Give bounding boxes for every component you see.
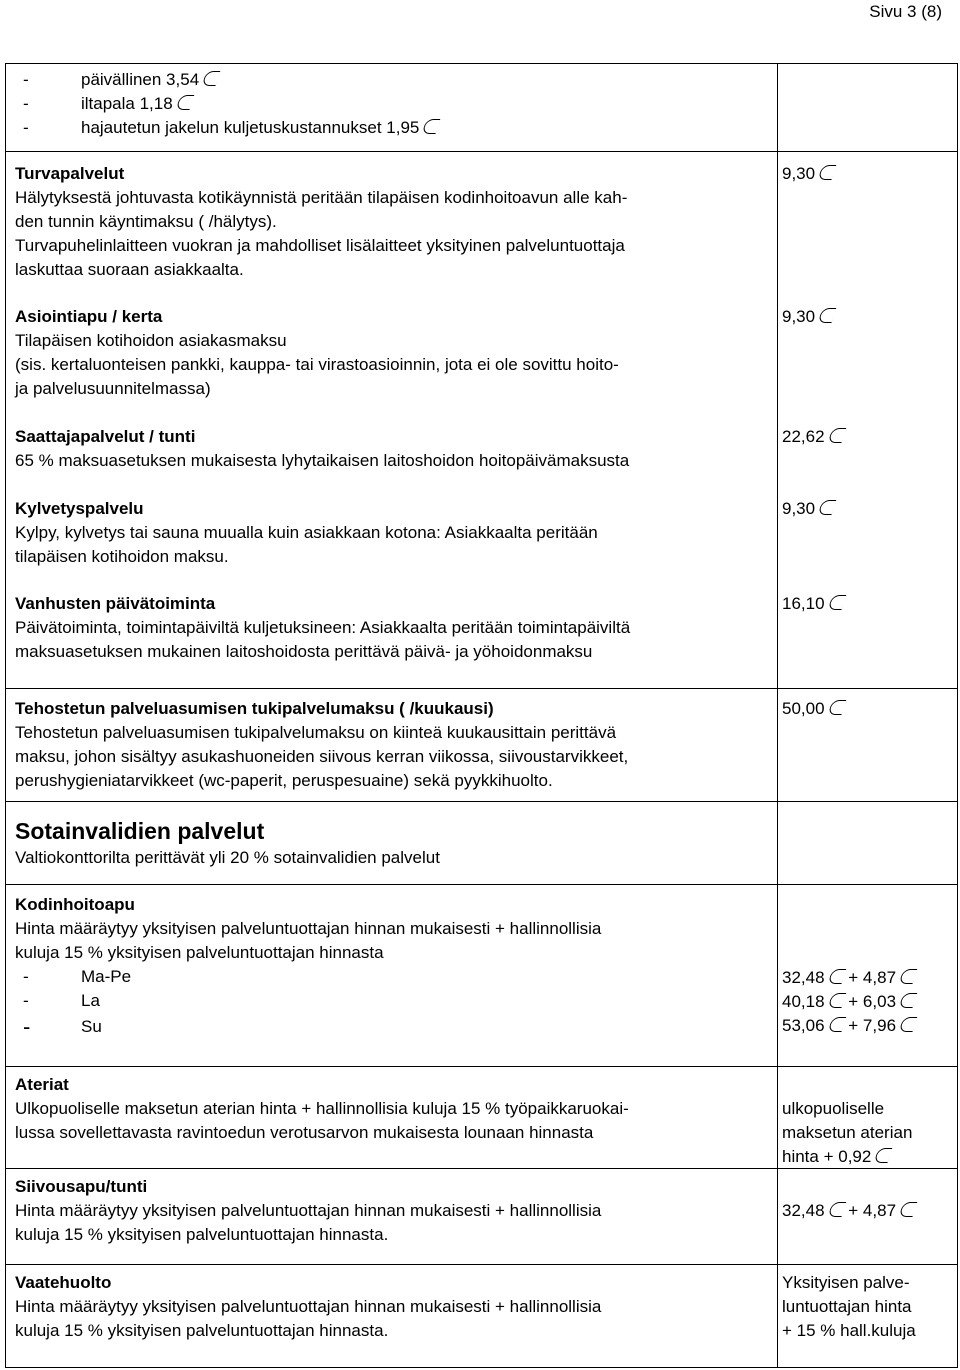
price-turvapalvelut: 9,30: [782, 162, 954, 186]
price-saattajapalvelut: 22,62: [782, 425, 954, 449]
section-title: Vanhusten päivätoiminta: [15, 594, 216, 613]
row-divider: [6, 151, 957, 152]
text-line: maksu, johon sisältyy asukashuoneiden siivous kerran viikossa, siivoustarvikkeet,: [15, 747, 629, 766]
euro-icon: [899, 1017, 918, 1032]
text-line: tilapäisen kotihoidon maksu.: [15, 547, 229, 566]
text-line: kuluja 15 % yksityisen palveluntuottajan hinnasta: [15, 943, 384, 962]
euro-icon: [175, 95, 194, 110]
price-kylvetyspalvelu: 9,30: [782, 497, 954, 521]
section-title: Tehostetun palveluasumisen tukipalvelumaksu ( /kuukausi): [15, 699, 494, 718]
section-turvapalvelut: [15, 162, 771, 282]
text-line: Ulkopuoliselle maksetun aterian hinta + hallinnollisia kuluja 15 % työpaikkaruokai-: [15, 1099, 629, 1118]
price-asiointiapu: 9,30: [782, 305, 954, 329]
text-line: Valtiokonttorilta perittävät yli 20 % sotainvalidien palvelut: [15, 848, 440, 867]
section-siivousapu: [15, 1175, 771, 1247]
text-line: Hälytyksestä johtuvasta kotikäynnistä peritään tilapäisen kodinhoitoavun alle kah-: [15, 188, 628, 207]
section-title: Kodinhoitoapu: [15, 895, 135, 914]
section-saattajapalvelut: [15, 425, 771, 473]
text-line: maksuasetuksen mukainen laitoshoidosta perittävä päivä- ja yöhoidonmaksu: [15, 642, 593, 661]
euro-icon: [874, 1148, 893, 1163]
price-paivatoiminta: 16,10: [782, 592, 954, 616]
section-title: Siivousapu/tunti: [15, 1177, 148, 1196]
text-line: Tilapäisen kotihoidon asiakasmaksu: [15, 331, 287, 350]
price-ateriat: ulkopuoliselle maksetun aterian hinta + 0,92: [782, 1099, 913, 1166]
section-ateriat: [15, 1073, 771, 1145]
euro-icon: [422, 119, 441, 134]
section-kylvetyspalvelu: [15, 497, 771, 569]
text-line: ja palvelusuunnitelmassa): [15, 379, 211, 398]
section-heading: Sotainvalidien palvelut: [15, 818, 265, 844]
page-number: Sivu 3 (8): [869, 2, 942, 21]
section-asiointiapu: [15, 305, 771, 401]
row-divider: [6, 1168, 957, 1169]
price-vaatehuolto: Yksityisen palve- luntuottajan hinta + 15 % hall.kuluja: [782, 1273, 916, 1340]
row-divider: [6, 801, 957, 802]
text-line: kuluja 15 % yksityisen palveluntuottajan hinnasta.: [15, 1225, 389, 1244]
list-item: - iltapala 1,18: [15, 92, 771, 116]
section-title: Turvapalvelut: [15, 164, 125, 183]
section-title: Ateriat: [15, 1075, 69, 1094]
text-line: perushygieniatarvikkeet (wc-paperit, peruspesuaine) sekä pyykkihuolto.: [15, 771, 553, 790]
euro-icon: [827, 428, 846, 443]
euro-icon: [827, 1017, 846, 1032]
euro-icon: [899, 993, 918, 1008]
euro-icon: [818, 308, 837, 323]
euro-icon: [202, 71, 221, 86]
euro-icon: [827, 1202, 846, 1217]
text-line: kuluja 15 % yksityisen palveluntuottajan hinnasta.: [15, 1321, 389, 1340]
price-tukipalvelumaksu: 50,00: [782, 697, 954, 721]
text-line: den tunnin käyntimaksu ( /hälytys).: [15, 212, 277, 231]
section-tukipalvelumaksu: [15, 697, 771, 793]
section-kodinhoitoapu: [15, 893, 771, 1039]
meal-list: [15, 68, 771, 140]
text-line: Turvapuhelinlaitteen vuokran ja mahdolliset lisälaitteet yksityinen palveluntuottaja: [15, 236, 625, 255]
euro-icon: [818, 165, 837, 180]
text-line: (sis. kertaluonteisen pankki, kauppa- tai virastoasioinnin, jota ei ole sovittu hoito-: [15, 355, 619, 374]
row-divider: [6, 688, 957, 689]
euro-icon: [827, 969, 846, 984]
euro-icon: [899, 969, 918, 984]
text-line: 65 % maksuasetuksen mukaisesta lyhytaikaisen laitoshoidon hoitopäivämaksusta: [15, 451, 630, 470]
text-line: Hinta määräytyy yksityisen palveluntuottajan hinnan mukaisesti + hallinnollisia: [15, 919, 602, 938]
list-item: - Su: [15, 1015, 771, 1039]
euro-icon: [818, 500, 837, 515]
list-item: - hajautetun jakelun kuljetuskustannukset 1,95: [15, 116, 771, 140]
text-line: Kylpy, kylvetys tai sauna muualla kuin asiakkaan kotona: Asiakkaalta peritään: [15, 523, 598, 542]
section-title: Kylvetyspalvelu: [15, 499, 144, 518]
list-item: - päivällinen 3,54: [15, 68, 771, 92]
section-sotainvalidit: [15, 816, 771, 870]
euro-icon: [827, 993, 846, 1008]
column-divider: [777, 64, 778, 1367]
section-title: Vaatehuolto: [15, 1273, 112, 1292]
text-line: laskuttaa suoraan asiakkaalta.: [15, 260, 244, 279]
euro-icon: [827, 700, 846, 715]
text-line: Hinta määräytyy yksityisen palveluntuottajan hinnan mukaisesti + hallinnollisia: [15, 1201, 602, 1220]
row-divider: [6, 884, 957, 885]
section-title: Saattajapalvelut / tunti: [15, 427, 196, 446]
fee-table: [5, 63, 958, 1368]
price-siivousapu: 32,48 + 4,87: [782, 1199, 954, 1223]
euro-icon: [899, 1202, 918, 1217]
section-paivatoiminta: [15, 592, 771, 664]
price-kodinhoitoapu: 32,48 + 4,87 40,18 + 6,03 53,06 + 7,96: [782, 966, 954, 1038]
row-divider: [6, 1264, 957, 1265]
text-line: Tehostetun palveluasumisen tukipalvelumaksu on kiinteä kuukausittain perittävä: [15, 723, 617, 742]
euro-icon: [827, 595, 846, 610]
text-line: Hinta määräytyy yksityisen palveluntuottajan hinnan mukaisesti + hallinnollisia: [15, 1297, 602, 1316]
list-item: - Ma-Pe: [15, 965, 771, 989]
text-line: Päivätoiminta, toimintapäiviltä kuljetuksineen: Asiakkaalta peritään toimintapäiviltä: [15, 618, 631, 637]
list-item: - La: [15, 989, 771, 1013]
section-vaatehuolto: [15, 1271, 771, 1343]
section-title: Asiointiapu / kerta: [15, 307, 163, 326]
text-line: lussa sovellettavasta ravintoedun verotusarvon mukaisesta lounaan hinnasta: [15, 1123, 594, 1142]
row-divider: [6, 1066, 957, 1067]
